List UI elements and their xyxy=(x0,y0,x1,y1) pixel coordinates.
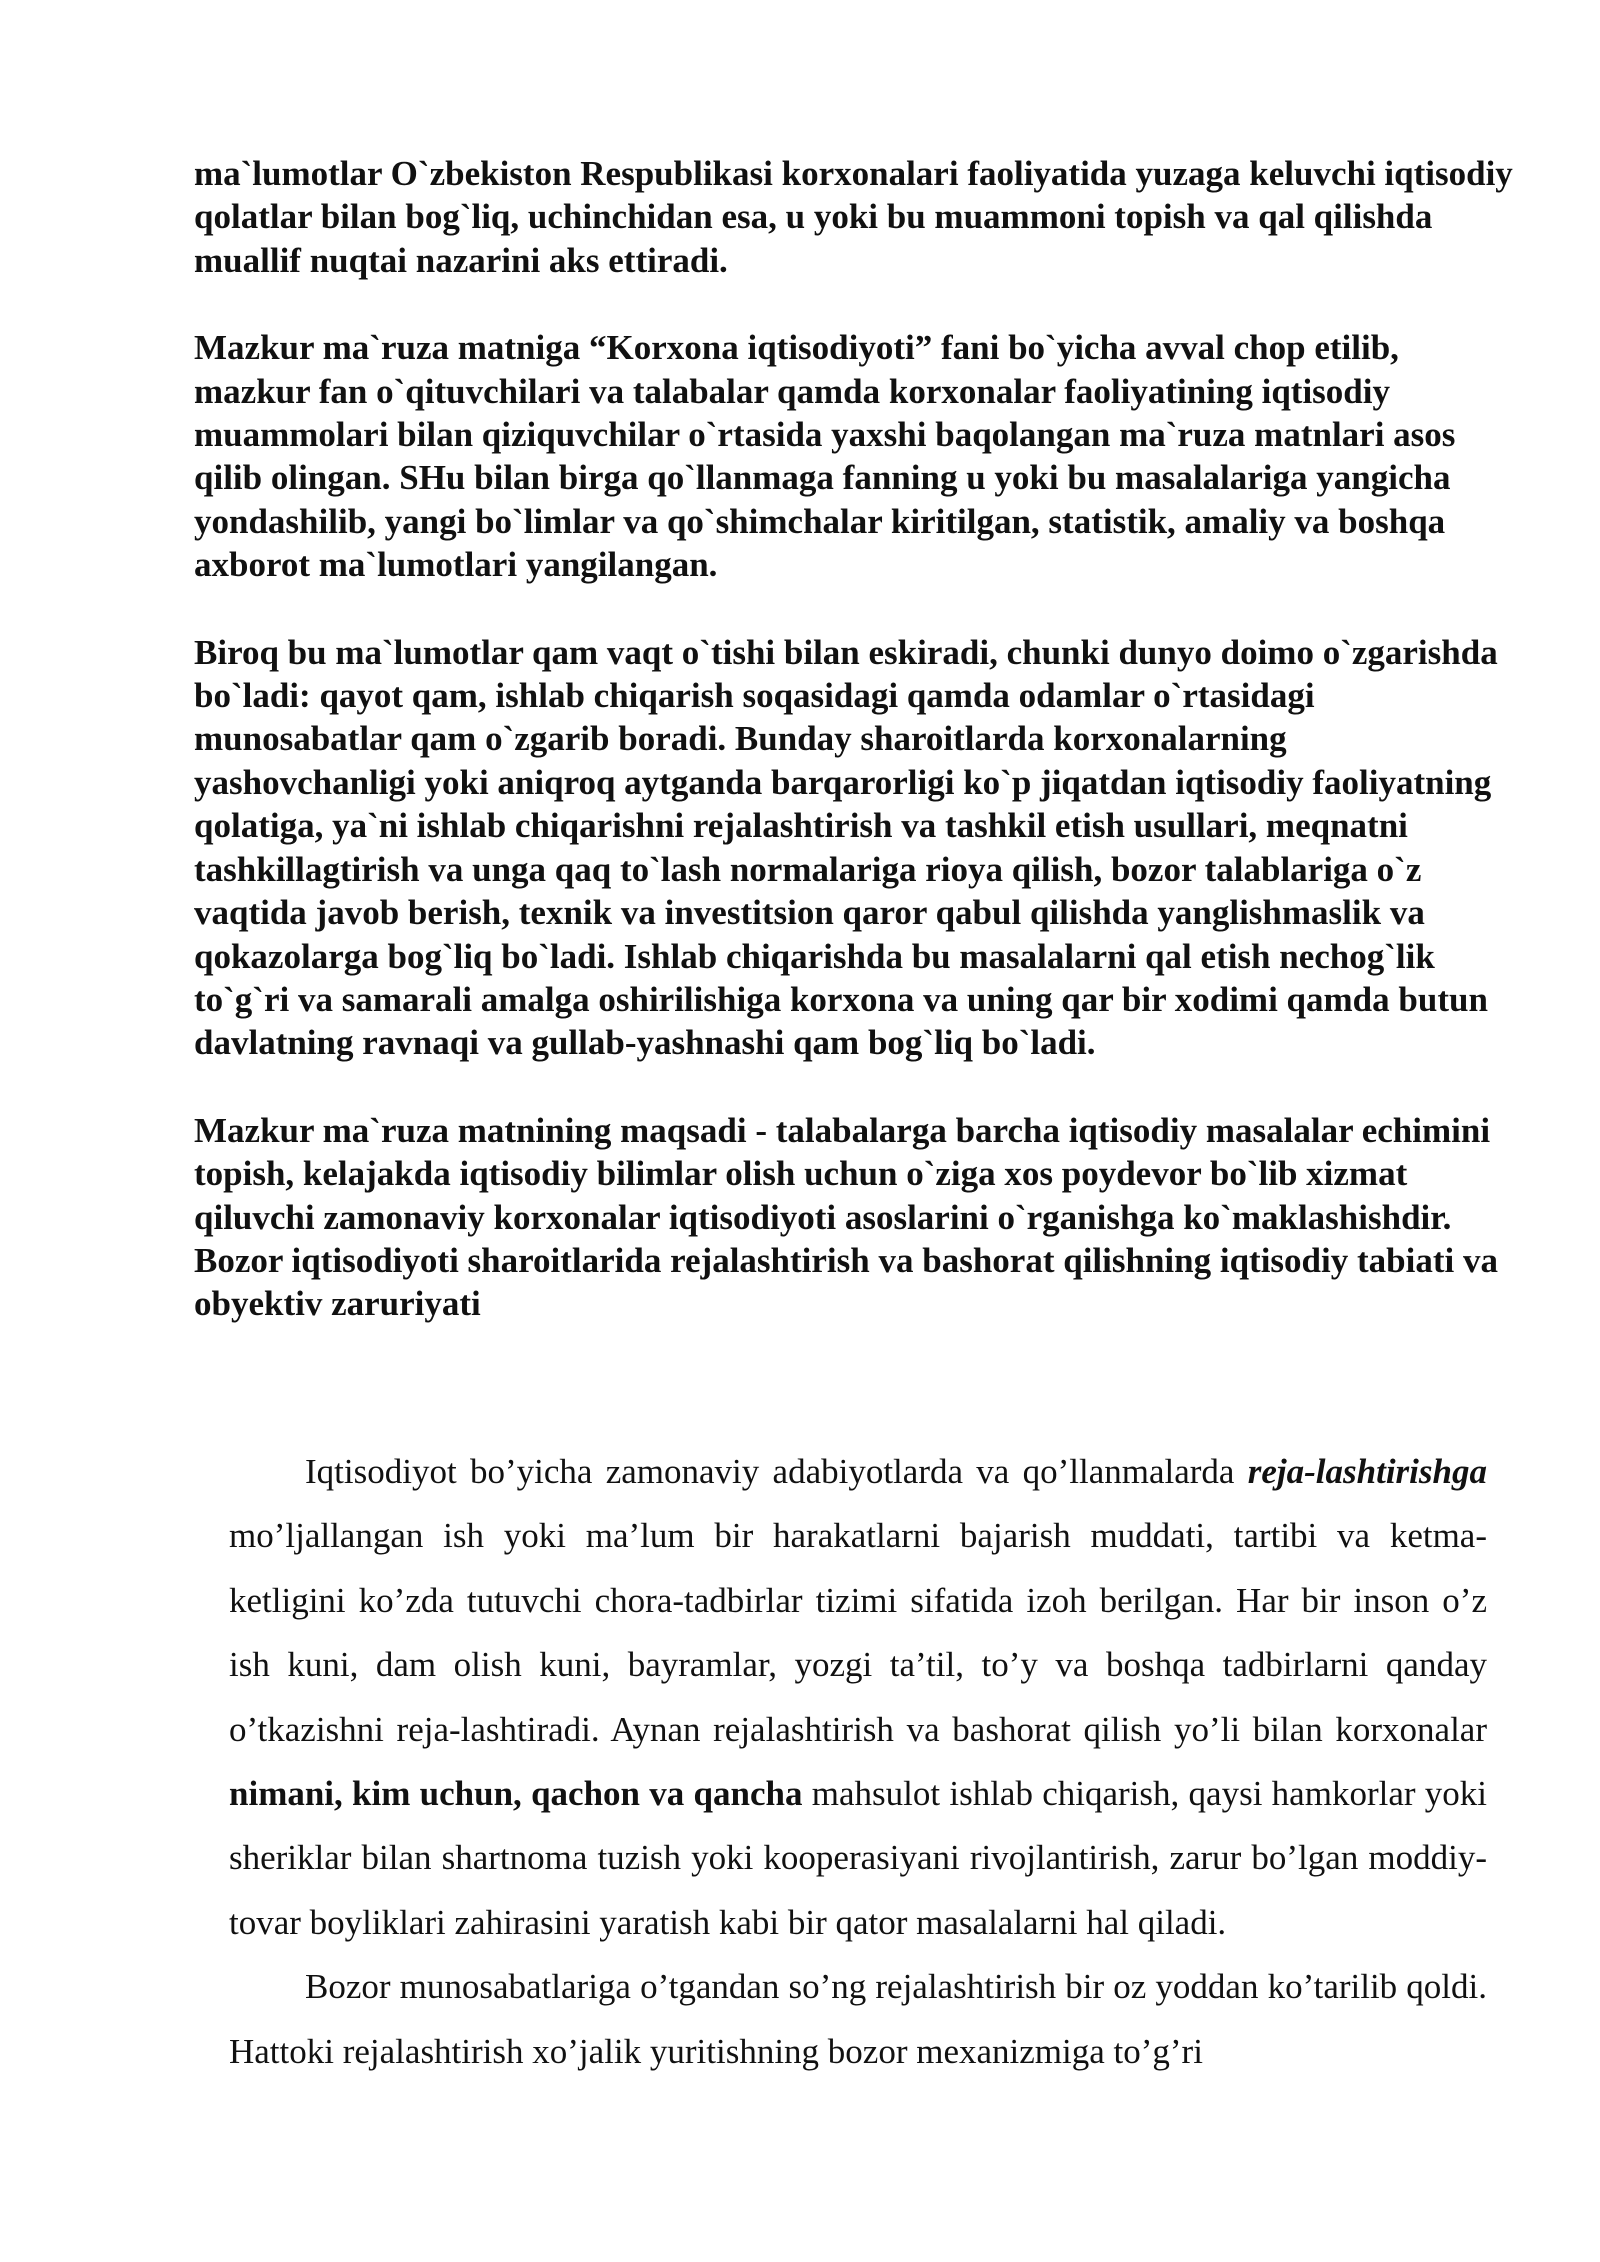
paragraph-text: Iqtisodiyot bo’yicha zamonaviy adabiyotlarda va qo’llanmalarda xyxy=(305,1452,1248,1491)
paragraph-text: mahsulot ishlab chiqarish, qaysi hamkorlar yoki sheriklar bilan shartnoma tuzish yoki kooperasiyani rivojlantirish, zarur bo’lgan moddiy-tovar boyliklari zahirasini yaratish kabi bir qator masalalarni hal qiladi. xyxy=(229,1774,1488,1942)
paragraph-lecture-basis: Mazkur ma`ruza matniga “Korxona iqtisodiyoti” fani bo`yicha avval chop etilib, mazkur fan o`qituvchilari va talabalar qamda korxonalar faoliyatining iqtisodiy muammolari bilan qiziquvchilar o`rtasida yaxshi baqolangan ma`ruza matnlari asos qilib olingan. SHu bilan birga qo`llanmaga fanning u yoki bu masalalariga yangicha yondashilib, yangi bo`limlar va qo`shimchalar kiritilgan, statistik, amaliy va boshqa axborot ma`lumotlari yangilangan. xyxy=(194,328,1456,585)
paragraph-information-aging: Biroq bu ma`lumotlar qam vaqt o`tishi bilan eskiradi, chunki dunyo doimo o`zgarishda bo`ladi: qayot qam, ishlab chiqarish soqasidagi qamda odamlar o`rtasidagi munosabatlar qam o`zgarib boradi. Bunday sharoitlarda korxonalarning yashovchanligi yoki aniqroq aytganda barqarorligi ko`p jiqatdan iqtisodiy faoliyatning qolatiga, ya`ni ishlab chiqarishni rejalashtirish va tashkil etish usullari, meqnatni tashkillagtirish va unga qaq to`lash normalariga rioya qilish, bozor talablariga o`z vaqtida javob berish, texnik va investitsion qaror qabul qilishda yanglishmaslik va qokazolarga bog`liq bo`ladi. Ishlab chiqarishda bu masalalarni qal etish nechog`lik to`g`ri va samarali amalga oshirilishiga korxona va uning qar bir xodimi qamda butun davlatning ravnaqi va gullab-yashnashi qam bog`liq bo`ladi. xyxy=(194,632,1498,1063)
paragraph-planning-definition xyxy=(229,1440,1487,1955)
bold-text-block xyxy=(194,152,1514,1326)
body-text-block xyxy=(229,1440,1487,2084)
paragraph-text: mo’ljallangan ish yoki ma’lum bir harakatlarni bajarish muddati, tartibi va ketma-ketligini ko’zda tutuvchi chora-tadbirlar tizimi sifatida izoh berilgan. Har bir inson o’z ish kuni, dam olish kuni, bayramlar, yozgi ta’til, to’y va boshqa tadbirlarni qanday o’tkazishni reja-lashtiradi. Aynan rejalashtirish va bashorat qilish yo’li bilan korxonalar xyxy=(229,1516,1487,1749)
paragraph-market-transition: Bozor munosabatlariga o’tgandan so’ng rejalashtirish bir oz yoddan ko’tarilib qoldi. Hattoki rejalashtirish xo’jalik yuritishning bozor mexanizmiga to’g’ri xyxy=(229,1967,1487,2071)
section-heading: Bozor iqtisodiyoti sharoitlarida rejalashtirish va bashorat qilishning iqtisodiy tabiati va obyektiv zaruriyati xyxy=(194,1240,1498,1324)
paragraph-intro-end: ma`lumotlar O`zbekiston Respublikasi korxonalari faoliyatida yuzaga keluvchi iqtisodiy qolatlar bilan bog`liq, uchinchidan esa, u yoki bu muammoni topish va qal qilishda muallif nuqtai nazarini aks ettiradi. xyxy=(194,154,1513,280)
emphasized-term: reja-lashtirishga xyxy=(1247,1452,1487,1491)
paragraph-lecture-goal: Mazkur ma`ruza matnining maqsadi - talabalarga barcha iqtisodiy masalalar echimini topish, kelajakda iqtisodiy bilimlar olish uchun o`ziga xos poydevor bo`lib xizmat qiluvchi zamonaviy korxonalar iqtisodiyoti asoslarini o`rganishga ko`maklashishdir. xyxy=(194,1110,1491,1237)
emphasized-phrase: nimani, kim uchun, qachon va qancha xyxy=(229,1774,803,1814)
